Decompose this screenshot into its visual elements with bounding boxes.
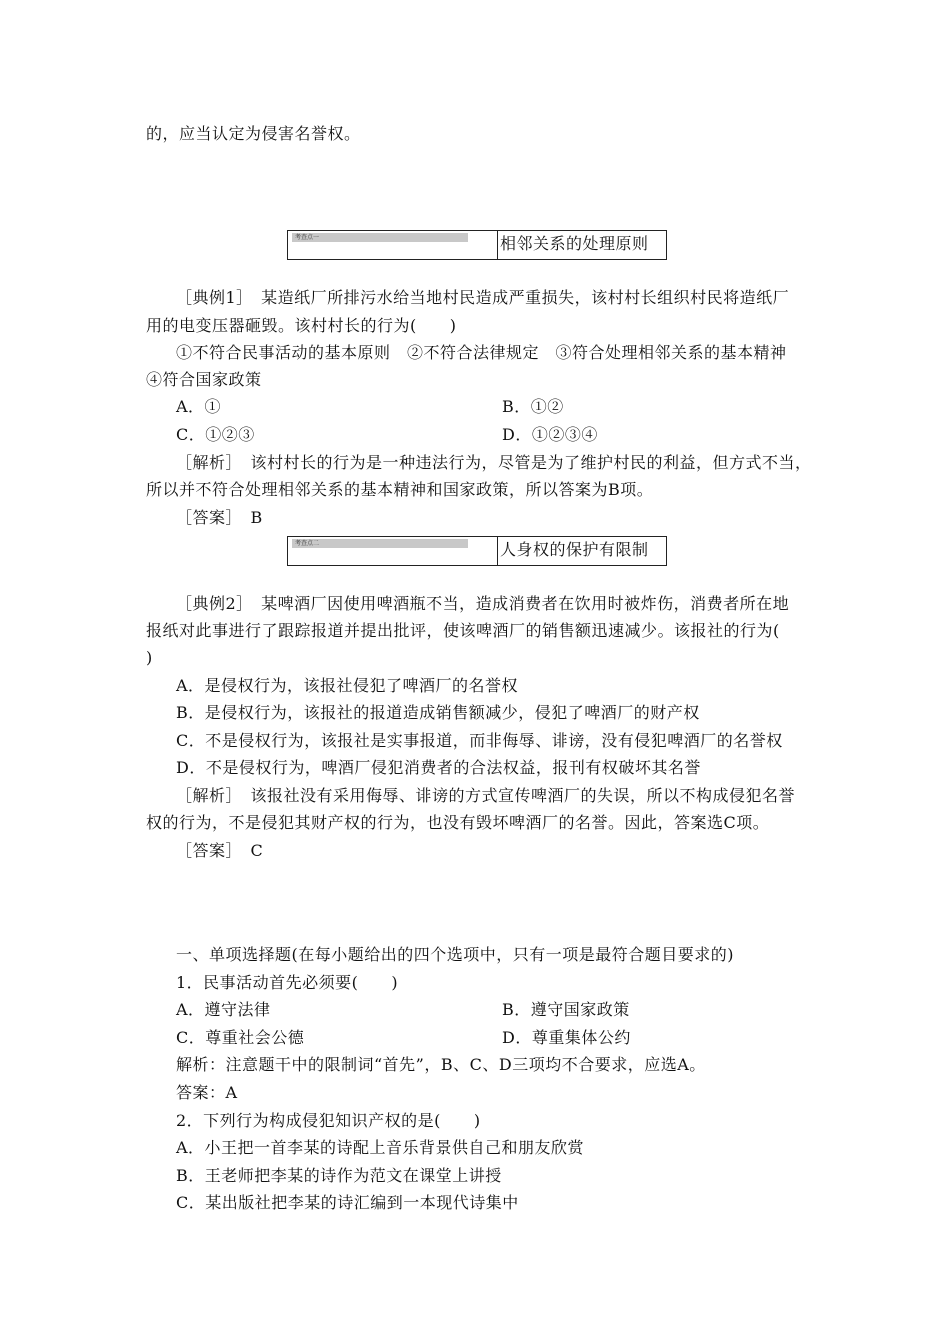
example-1-option-d: D．①②③④ bbox=[502, 425, 598, 444]
example-2-stem-line-3: ) bbox=[146, 648, 153, 667]
question-2-stem: 2．下列行为构成侵犯知识产权的是( ) bbox=[176, 1111, 481, 1130]
kaodian-2-tag: 考查点二 bbox=[292, 539, 468, 548]
kaodian-1-title: 相邻关系的处理原则 bbox=[500, 234, 649, 253]
example-1-option-a: A．① bbox=[176, 397, 222, 416]
question-1-option-d: D．尊重集体公约 bbox=[502, 1028, 631, 1047]
question-1-answer: 答案：A bbox=[176, 1083, 238, 1102]
question-1-option-c: C．尊重社会公德 bbox=[176, 1028, 305, 1047]
example-1-items-line-1: ①不符合民事活动的基本原则 ②不符合法律规定 ③符合处理相邻关系的基本精神 bbox=[176, 343, 787, 362]
example-2-option-b: B．是侵权行为，该报社的报道造成销售额减少，侵犯了啤酒厂的财产权 bbox=[176, 703, 700, 722]
question-1-stem: 1．民事活动首先必须要( ) bbox=[176, 973, 399, 992]
question-2-option-b: B．王老师把李某的诗作为范文在课堂上讲授 bbox=[176, 1166, 502, 1185]
example-2-stem-line-1: ［典例2］ 某啤酒厂因使用啤酒瓶不当，造成消费者在饮用时被炸伤，消费者所在地 bbox=[176, 594, 790, 613]
kaodian-2-title: 人身权的保护有限制 bbox=[500, 540, 649, 559]
question-2-option-a: A．小王把一首李某的诗配上音乐背景供自己和朋友欣赏 bbox=[176, 1138, 585, 1157]
question-1-option-a: A．遵守法律 bbox=[176, 1000, 271, 1019]
example-1-stem-line-1: ［典例1］ 某造纸厂所排污水给当地村民造成严重损失，该村村长组织村民将造纸厂 bbox=[176, 288, 790, 307]
example-2-option-c: C．不是侵权行为，该报社是实事报道，而非侮辱、诽谤，没有侵犯啤酒厂的名誉权 bbox=[176, 731, 783, 750]
example-1-analysis-line-1: ［解析］ 该村村长的行为是一种违法行为，尽管是为了维护村民的利益，但方式不当， bbox=[176, 453, 812, 472]
example-1-answer: ［答案］ B bbox=[176, 508, 263, 527]
question-1-analysis: 解析：注意题干中的限制词“首先”，B、C、D三项均不合要求，应选A。 bbox=[176, 1055, 706, 1074]
question-1-option-b: B．遵守国家政策 bbox=[502, 1000, 630, 1019]
kaodian-2-divider bbox=[497, 537, 498, 565]
section-heading: 一、单项选择题(在每小题给出的四个选项中，只有一项是最符合题目要求的) bbox=[176, 945, 734, 964]
example-1-option-c: C．①②③ bbox=[176, 425, 255, 444]
example-1-analysis-line-2: 所以并不符合处理相邻关系的基本精神和国家政策，所以答案为B项。 bbox=[146, 480, 654, 499]
example-2-analysis-line-1: ［解析］ 该报社没有采用侮辱、诽谤的方式宣传啤酒厂的失误，所以不构成侵犯名誉 bbox=[176, 786, 796, 805]
example-2-analysis-line-2: 权的行为，不是侵犯其财产权的行为，也没有毁坏啤酒厂的名誉。因此，答案选C项。 bbox=[146, 813, 770, 832]
kaodian-1-box bbox=[287, 230, 667, 260]
example-2-answer: ［答案］ C bbox=[176, 841, 264, 860]
example-1-option-b: B．①② bbox=[502, 397, 564, 416]
kaodian-2-box bbox=[287, 536, 667, 566]
example-1-stem-line-2: 用的电变压器砸毁。该村村长的行为( ) bbox=[146, 316, 457, 335]
question-2-option-c: C．某出版社把李某的诗汇编到一本现代诗集中 bbox=[176, 1193, 519, 1212]
example-2-option-a: A．是侵权行为，该报社侵犯了啤酒厂的名誉权 bbox=[176, 676, 519, 695]
intro-text: 的，应当认定为侵害名誉权。 bbox=[146, 124, 361, 143]
kaodian-1-divider bbox=[497, 231, 498, 259]
example-2-stem-line-2: 报纸对此事进行了跟踪报道并提出批评，使该啤酒厂的销售额迅速减少。该报社的行为( bbox=[146, 621, 780, 640]
kaodian-1-tag: 考查点一 bbox=[292, 233, 468, 242]
example-2-option-d: D．不是侵权行为，啤酒厂侵犯消费者的合法权益，报刊有权破坏其名誉 bbox=[176, 758, 701, 777]
example-1-items-line-2: ④符合国家政策 bbox=[146, 370, 262, 389]
